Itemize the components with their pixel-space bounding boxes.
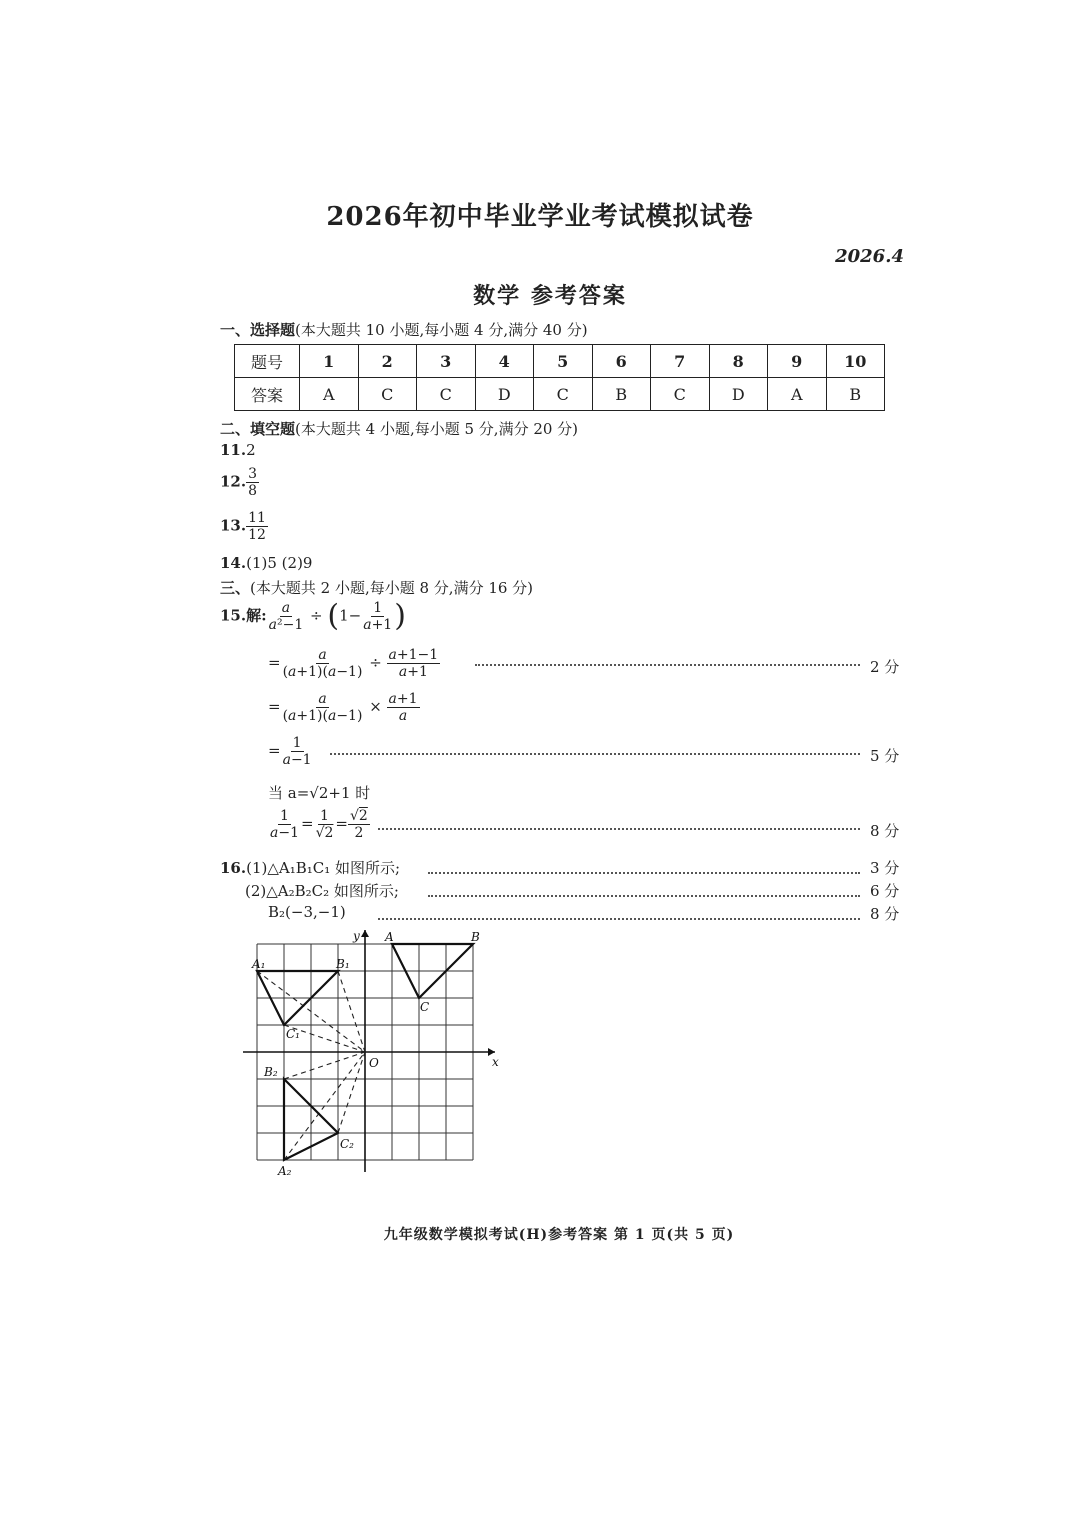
table-cell: C bbox=[534, 378, 593, 411]
label-A2: A₂ bbox=[278, 1164, 292, 1178]
score-2: 2 分 bbox=[870, 658, 900, 676]
section2-note: (本大题共 4 小题,每小题 5 分,满分 20 分) bbox=[295, 420, 579, 438]
table-cell: 2 bbox=[358, 345, 417, 378]
q16-score3: 8 分 bbox=[870, 905, 900, 923]
label-B2: B₂ bbox=[264, 1065, 278, 1079]
page-footer: 九年级数学模拟考试(H)参考答案 第 1 页(共 5 页) bbox=[383, 1227, 735, 1243]
score-5: 5 分 bbox=[870, 747, 900, 765]
leader-dots bbox=[428, 895, 860, 897]
q15-label: 15.解: bbox=[220, 606, 267, 625]
table-cell: D bbox=[709, 378, 768, 411]
section3-header bbox=[220, 577, 533, 598]
table-cell: 5 bbox=[534, 345, 593, 378]
table-cell: 4 bbox=[475, 345, 534, 378]
leader-dots bbox=[378, 918, 860, 920]
section2-header bbox=[220, 418, 578, 439]
q15-condition: 当 a=√2+1 时 bbox=[268, 784, 371, 802]
section2-heading: 二、填空题 bbox=[220, 420, 296, 438]
fraction: $\frac{3}{8}$ bbox=[248, 466, 258, 500]
answer-11: 11.2 bbox=[220, 441, 256, 459]
q15-step1: = $\frac{a}{(a+1)(a-1)}$ ÷ $\frac{a+1-1}{a+1}$ bbox=[268, 647, 439, 681]
section1-note: (本大题共 10 小题,每小题 4 分,满分 40 分) bbox=[295, 321, 588, 339]
q16-line1: 16.(1)△A₁B₁C₁ 如图所示; bbox=[220, 859, 401, 877]
fraction: $\frac{a}{\text{a²−1}}$ bbox=[268, 600, 304, 634]
y-axis-label: y bbox=[353, 929, 360, 943]
page-title: 2026年初中毕业学业考试模拟试卷 bbox=[326, 202, 754, 232]
leader-dots bbox=[330, 753, 860, 755]
label-B1: B₁ bbox=[336, 957, 350, 971]
label-C1: C₁ bbox=[286, 1027, 300, 1041]
q16-score1: 3 分 bbox=[870, 859, 900, 877]
q15-step3: = $\frac{1}{a-1}$ bbox=[268, 735, 312, 769]
table-cell: 8 bbox=[709, 345, 768, 378]
table-header-ans: 答案 bbox=[235, 378, 300, 411]
answer-13: 13. $\frac{11}{12}$ bbox=[220, 510, 266, 544]
leader-dots bbox=[428, 872, 860, 874]
label-A1: A₁ bbox=[252, 957, 266, 971]
answer-14: 14.(1)5 (2)9 bbox=[220, 554, 313, 572]
q16-label: 16. bbox=[220, 859, 247, 877]
fraction: $\frac{a}{(a+1)(a-1)}$ bbox=[282, 647, 363, 681]
axes bbox=[243, 930, 495, 1172]
exam-date: 2026.4 bbox=[835, 246, 904, 267]
q15-step2: = $\frac{a}{(a+1)(a-1)}$ × $\frac{a+1}{a}$ bbox=[268, 691, 418, 725]
table-cell: 6 bbox=[592, 345, 651, 378]
table-cell: C bbox=[358, 378, 417, 411]
label-A: A bbox=[385, 930, 394, 944]
table-cell: A bbox=[768, 378, 827, 411]
leader-dots bbox=[378, 828, 860, 830]
label-B: B bbox=[471, 930, 480, 944]
fraction: $\frac{√2}{2}$ bbox=[350, 808, 368, 842]
score-8: 8 分 bbox=[870, 822, 900, 840]
section1-header bbox=[220, 319, 588, 340]
table-cell: D bbox=[475, 378, 534, 411]
fraction: $\frac{a}{(a+1)(a-1)}$ bbox=[282, 691, 363, 725]
table-cell: 1 bbox=[300, 345, 359, 378]
fraction: $\frac{1}{a-1}$ bbox=[282, 735, 312, 769]
section3-note: (本大题共 2 小题,每小题 8 分,满分 16 分) bbox=[250, 579, 534, 597]
table-cell: 7 bbox=[651, 345, 710, 378]
leader-dots bbox=[475, 664, 860, 666]
coordinate-figure bbox=[235, 925, 515, 1185]
table-cell: A bbox=[300, 378, 359, 411]
fraction: $\frac{1}{a+1}$ bbox=[363, 600, 393, 634]
label-C: C bbox=[420, 1000, 430, 1014]
table-cell: 3 bbox=[417, 345, 476, 378]
table-cell: 9 bbox=[768, 345, 827, 378]
table-header-num: 题号 bbox=[235, 345, 300, 378]
y-axis-arrow bbox=[361, 930, 369, 937]
q16-score2: 6 分 bbox=[870, 882, 900, 900]
section3-heading: 三、 bbox=[220, 579, 251, 597]
page-subtitle: 数学 参考答案 bbox=[473, 283, 627, 309]
fraction: $\frac{a+1-1}{a+1}$ bbox=[388, 647, 439, 681]
q16-line3: B₂(−3,−1) bbox=[268, 903, 346, 921]
fraction: $\frac{11}{12}$ bbox=[248, 510, 266, 544]
fraction: $\frac{1}{a-1}$ bbox=[270, 808, 299, 842]
label-C2: C₂ bbox=[340, 1137, 354, 1151]
table-cell: C bbox=[417, 378, 476, 411]
q16-line2: (2)△A₂B₂C₂ 如图所示; bbox=[245, 882, 399, 900]
section1-heading: 一、选择题 bbox=[220, 321, 296, 339]
table-cell: B bbox=[826, 378, 885, 411]
table-cell: B bbox=[592, 378, 651, 411]
fraction: $\frac{1}{√2}$ bbox=[315, 808, 334, 842]
q15-result: $\frac{1}{a-1}$ = $\frac{1}{√2}$ = $\frac{√2}{2}$ bbox=[270, 808, 368, 842]
fraction: $\frac{a+1}{a}$ bbox=[388, 691, 418, 725]
x-axis-label: x bbox=[492, 1055, 499, 1069]
origin-label: O bbox=[369, 1056, 379, 1070]
table-row-answers bbox=[235, 378, 885, 411]
table-cell: C bbox=[651, 378, 710, 411]
q15-expression: 15.解: $\frac{a}{\text{a²−1}}$ ÷ (1− $\frac{1}{a+1}$ ) bbox=[220, 598, 406, 634]
table-row-numbers bbox=[235, 345, 885, 378]
answer-table bbox=[234, 344, 885, 411]
table-cell: 10 bbox=[826, 345, 885, 378]
answer-12: 12. $\frac{3}{8}$ bbox=[220, 466, 258, 500]
